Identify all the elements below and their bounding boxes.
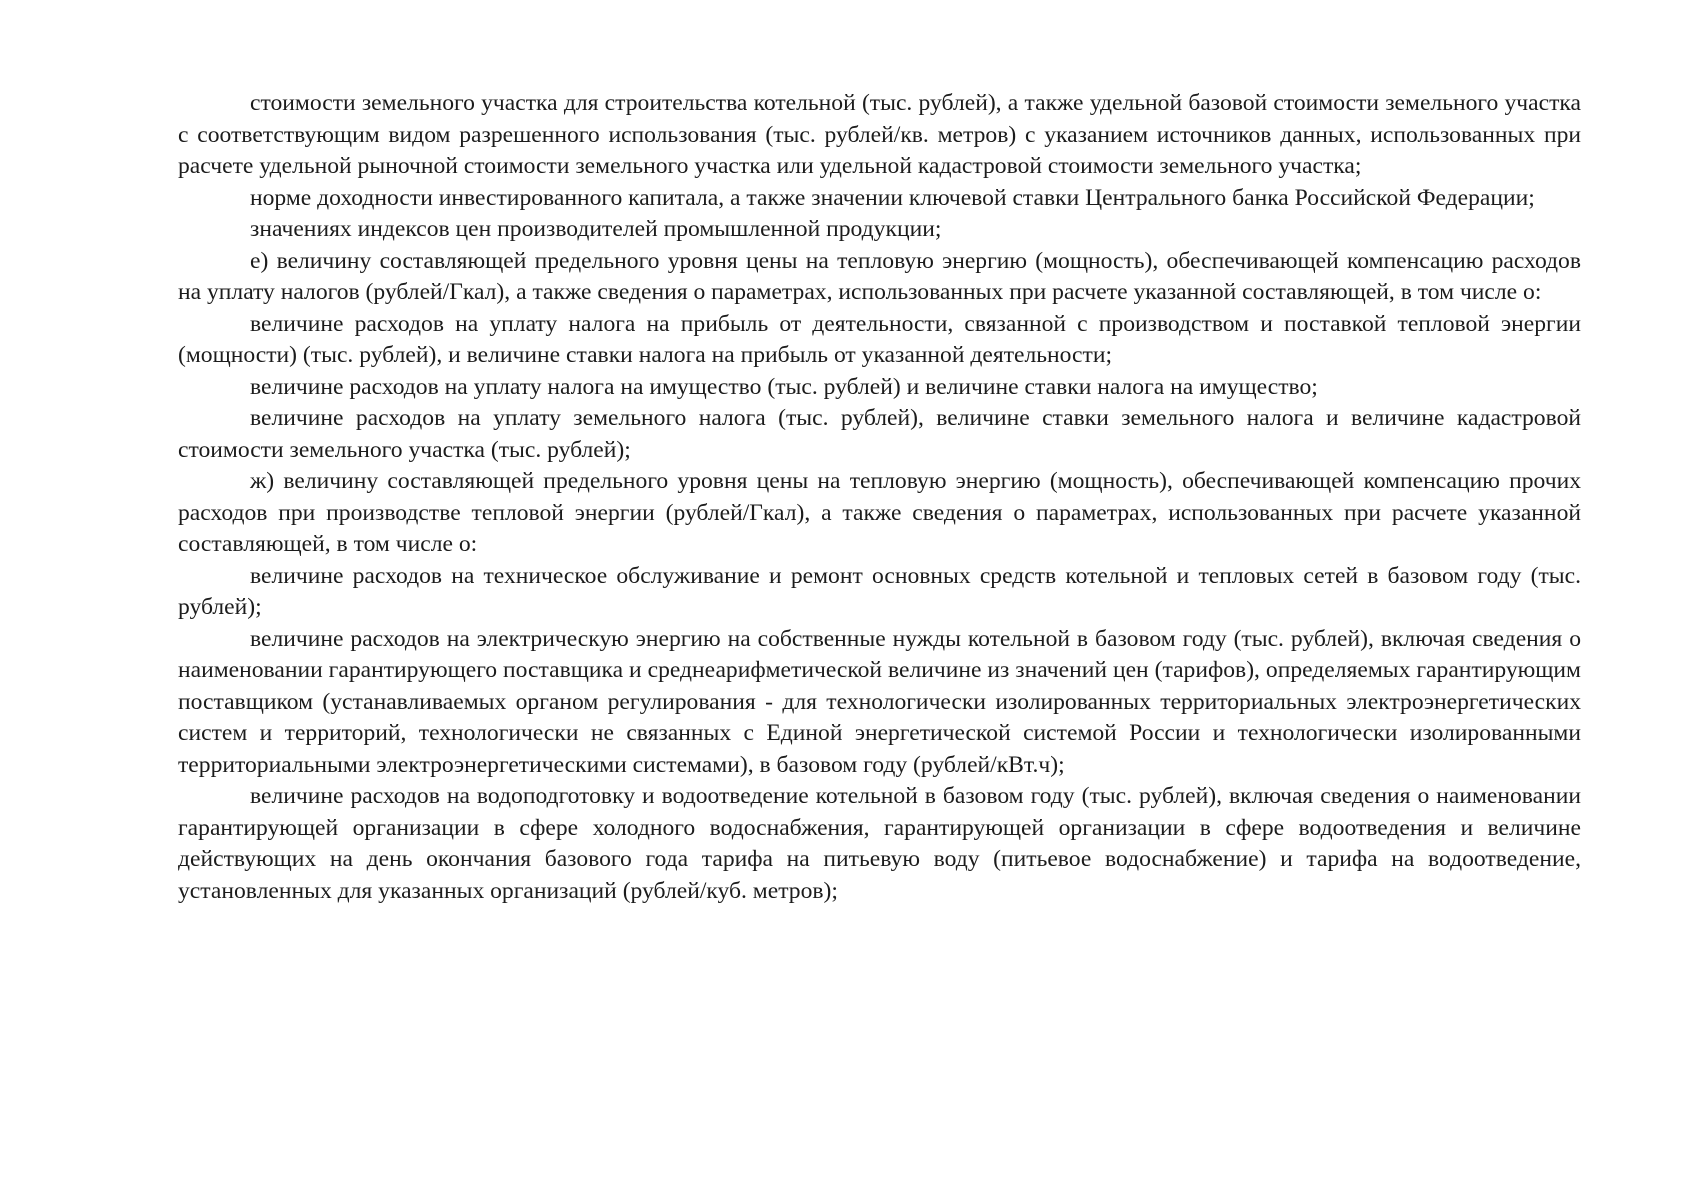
paragraph-item-e-taxes: е) величину составляющей предельного уровня цены на тепловую энергию (мощность), обеспечивающей компенсацию расходов на уплату налогов (рублей/Гкал), а также сведения о параметрах, использованных при расчете указанной составляющей, в том числе о: [178,247,1581,305]
paragraph-profit-tax: величине расходов на уплату налога на прибыль от деятельности, связанной с производством и поставкой тепловой энергии (мощности) (тыс. рублей), и величине ставки налога на прибыль от указанной деятельности; [178,310,1581,368]
document-page [178,88,1581,907]
paragraph-water: величине расходов на водоподготовку и водоотведение котельной в базовом году (тыс. рублей), включая сведения о наименовании гарантирующей организации в сфере холодного водоснабжения, гарантирующей организации в сфере водоотведения и величине действующих на день окончания базового года тарифа на питьевую воду (питьевое водоснабжение) и тарифа на водоотведение, установленных для указанных организаций (рублей/куб. метров); [178,783,1581,904]
paragraph-electricity: величине расходов на электрическую энергию на собственные нужды котельной в базовом году (тыс. рублей), включая сведения о наименовании гарантирующего поставщика и среднеарифметической величине из значений цен (тарифов), определяемых гарантирующим поставщиком (устанавливаемых органом регулирования - для технологически изолированных территориальных электроэнергетических систем и территорий, технологически не связанных с Единой энергетической системой России и технологически изолированными территориальными электроэнергетическими системами), в базовом году (рублей/кВт.ч); [178,625,1581,778]
paragraph-land-cost: стоимости земельного участка для строительства котельной (тыс. рублей), а также удельной базовой стоимости земельного участка с соответствующим видом разрешенного использования (тыс. рублей/кв. метров) с указанием источников данных, использованных при расчете удельной рыночной стоимости земельного участка или удельной кадастровой стоимости земельного участка; [178,90,1581,179]
paragraph-item-zh-other-expenses: ж) величину составляющей предельного уровня цены на тепловую энергию (мощность), обеспечивающей компенсацию прочих расходов при производстве тепловой энергии (рублей/Гкал), а также сведения о параметрах, использованных при расчете указанной составляющей, в том числе о: [178,468,1581,557]
paragraph-capital-return: норме доходности инвестированного капитала, а также значении ключевой ставки Центрального банка Российской Федерации; [250,184,1535,211]
paragraph-maintenance: величине расходов на техническое обслуживание и ремонт основных средств котельной и тепловых сетей в базовом году (тыс. рублей); [178,562,1581,620]
paragraph-land-tax: величине расходов на уплату земельного налога (тыс. рублей), величине ставки земельного налога и величине кадастровой стоимости земельного участка (тыс. рублей); [178,405,1581,463]
paragraph-price-indices: значениях индексов цен производителей промышленной продукции; [250,216,942,242]
paragraph-property-tax: величине расходов на уплату налога на имущество (тыс. рублей) и величине ставки налога на имущество; [250,373,1318,400]
